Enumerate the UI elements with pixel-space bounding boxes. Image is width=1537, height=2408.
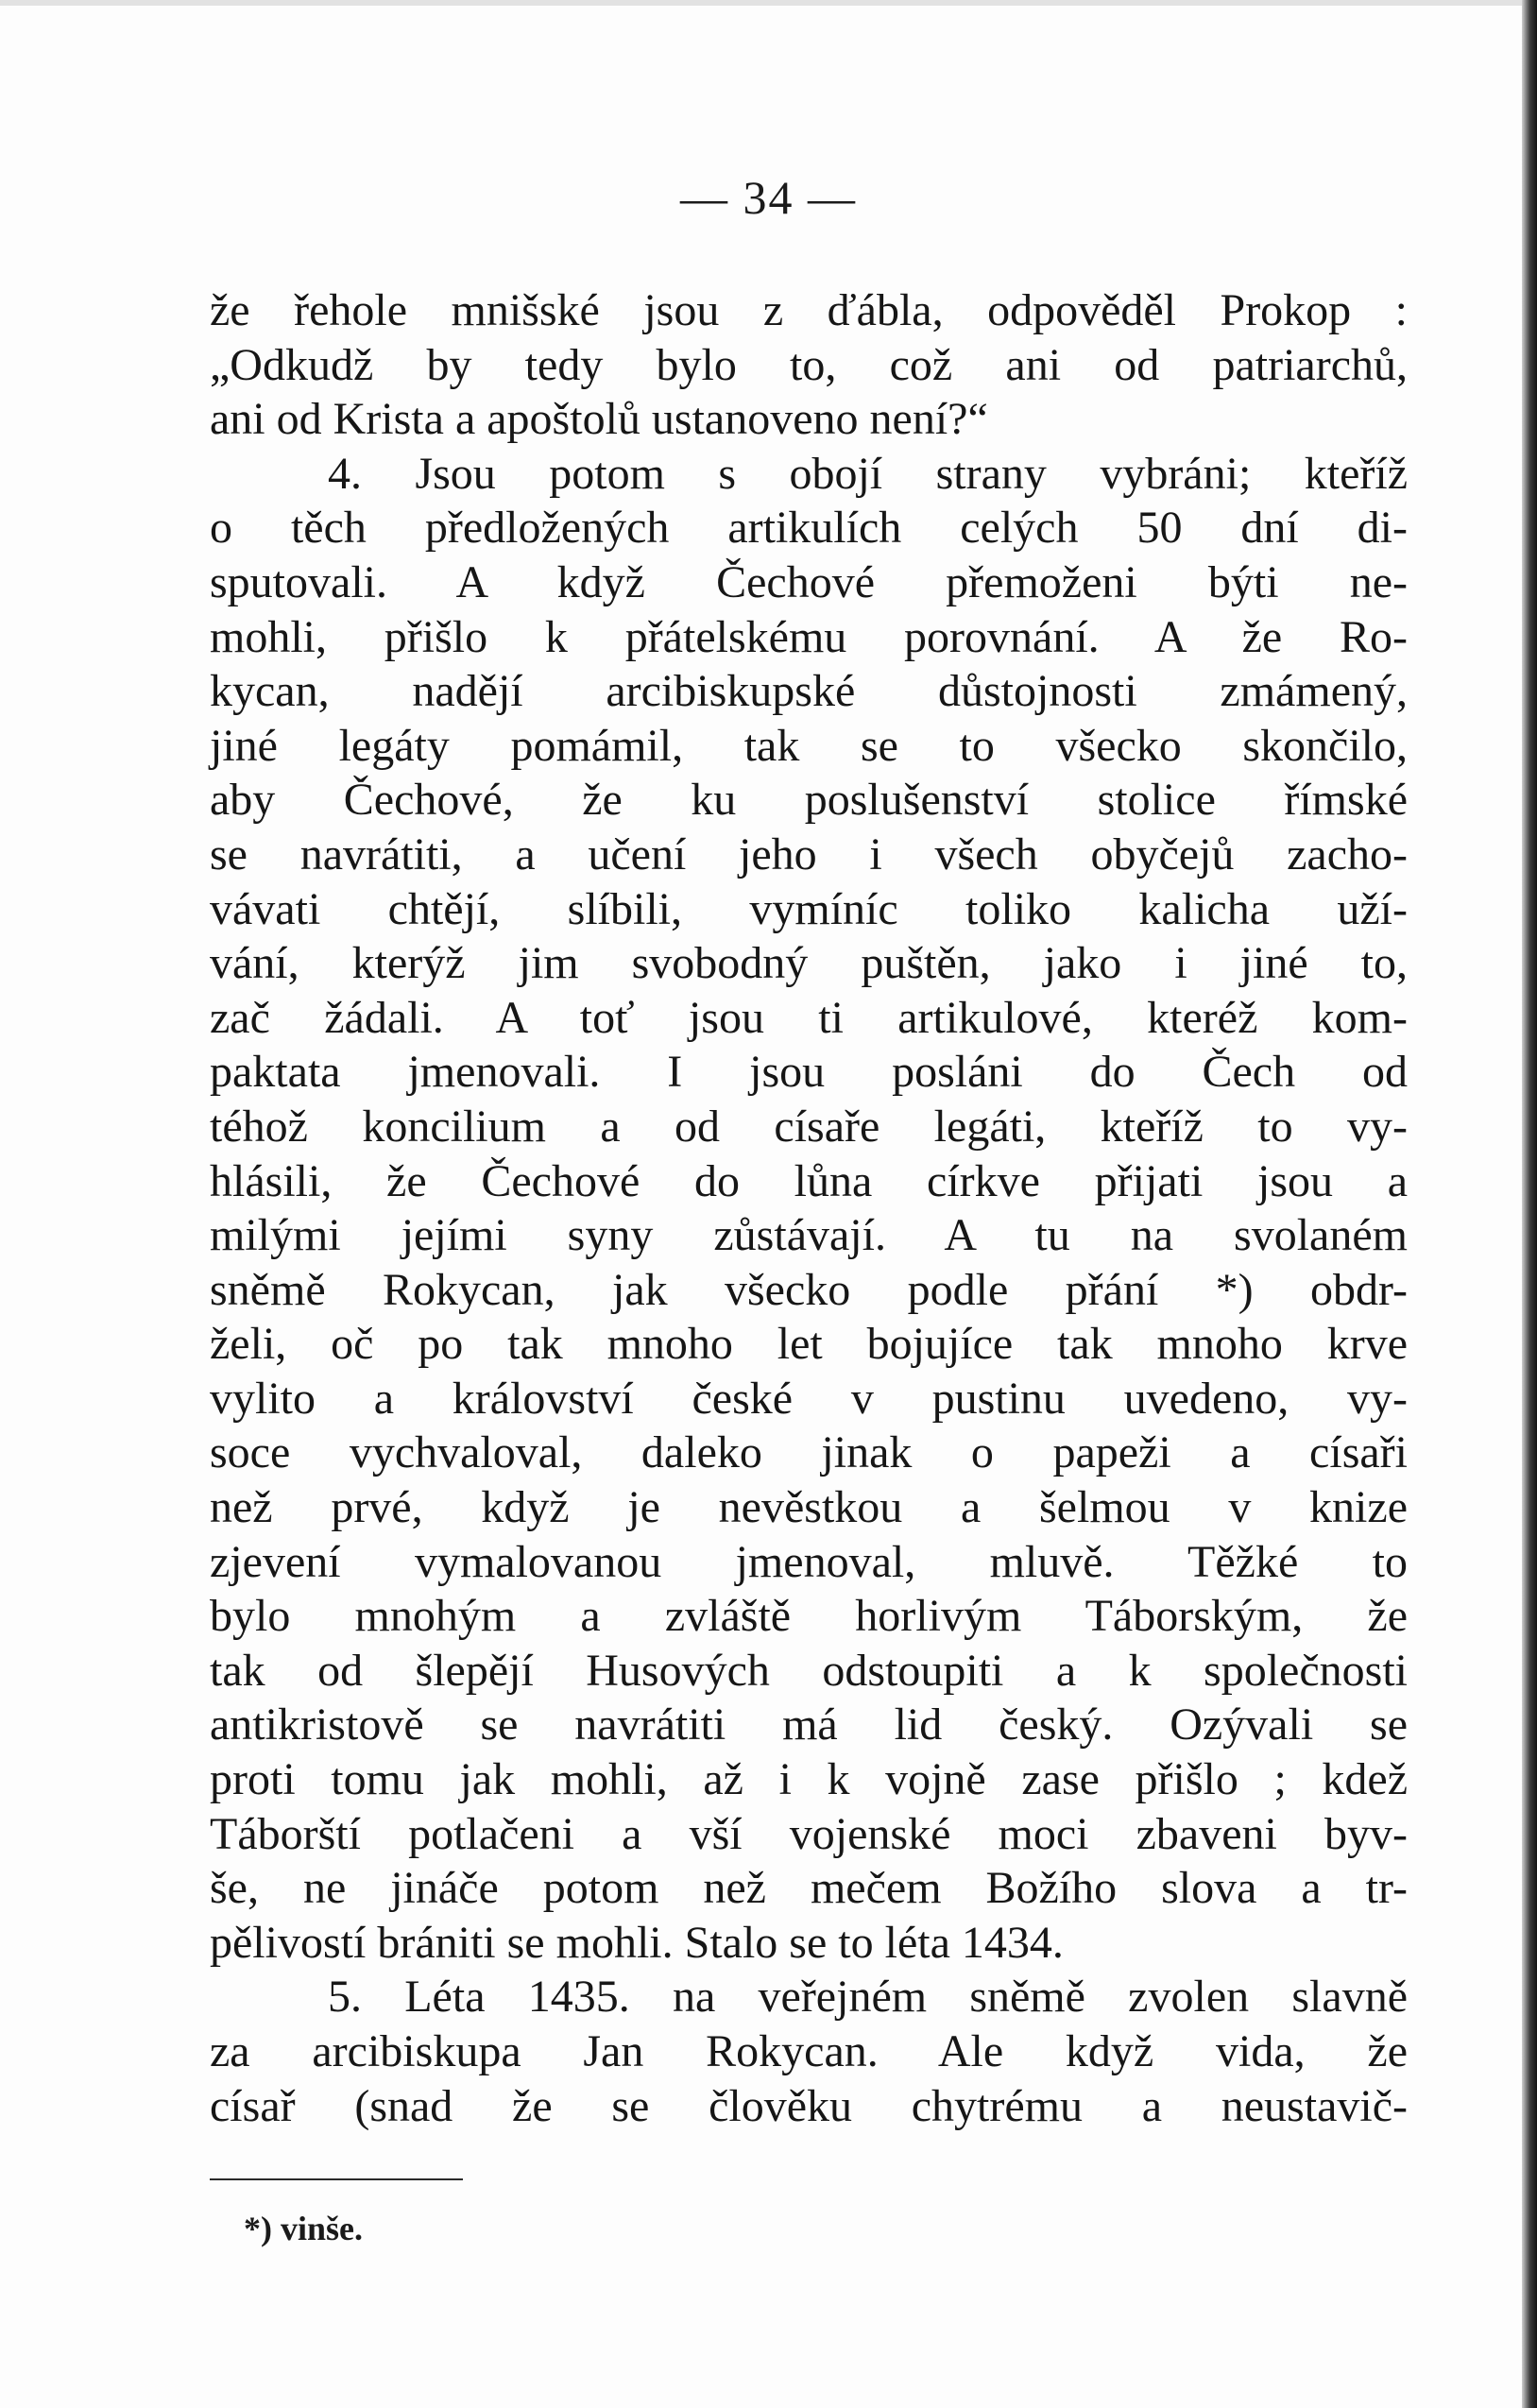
text-line: že řehole mnišské jsou z ďábla, odpověděl Prokop :: [210, 285, 1408, 335]
text-line: hlásili, že Čechové do lůna církve přijati jsou a: [210, 1155, 1408, 1206]
text-line: kycan, nadějí arcibiskupské důstojnosti zmámený,: [210, 666, 1408, 717]
text-line: tak od šlepějí Husových odstoupiti a k společnosti: [210, 1645, 1408, 1696]
text-line: milými jejími syny zůstávají. A tu na svolaném: [210, 1210, 1408, 1261]
text-line: „Odkudž by tedy bylo to, což ani od patriarchů,: [210, 339, 1408, 390]
text-line: o těch předložených artikulích celých 50 dní di-: [210, 503, 1408, 554]
text-line: se navrátiti, a učení jeho i všech obyčejů zacho-: [210, 828, 1408, 880]
text-line: zač žádali. A toť jsou ti artikulové, kteréž kom-: [210, 992, 1408, 1043]
text-line: téhož koncilium a od císaře legáti, kteříž to vy-: [210, 1101, 1408, 1152]
text-line: pělivostí brániti se mohli. Stalo se to léta 1434.: [210, 1917, 1064, 1968]
footnote-divider: [210, 2178, 463, 2180]
text-line: mohli, přišlo k přátelskému porovnání. A že Ro-: [210, 611, 1408, 662]
text-line: než prvé, když je nevěstkou a šelmou v knize: [210, 1482, 1408, 1533]
text-line: želi, oč po tak mnoho let bojujíce tak mnoho krve: [210, 1319, 1408, 1370]
text-line: 4. Jsou potom s obojí strany vybráni; kteříž: [328, 448, 1408, 499]
text-line: aby Čechové, že ku poslušenství stolice římské: [210, 775, 1408, 826]
text-line: sněmě Rokycan, jak všecko podle přání *) obdr-: [210, 1264, 1408, 1315]
footnote: *) vinše.: [244, 2210, 363, 2247]
page-number: — 34 —: [680, 171, 857, 224]
page-top-edge: [0, 0, 1537, 6]
text-line: Táborští potlačeni a vší vojenské moci zbaveni byv-: [210, 1808, 1408, 1859]
text-line: 5. Léta 1435. na veřejném sněmě zvolen slavně: [328, 1972, 1408, 2023]
text-line: za arcibiskupa Jan Rokycan. Ale když vida, že: [210, 2026, 1408, 2076]
text-line: sputovali. A když Čechové přemoženi býti ne-: [210, 556, 1408, 607]
text-line: ani od Krista a apoštolů ustanoveno není?“: [210, 394, 988, 445]
body-text: [210, 283, 1408, 2133]
text-line: proti tomu jak mohli, až i k vojně zase přišlo ; kdež: [210, 1754, 1408, 1805]
text-line: bylo mnohým a zvláště horlivým Táborským, že: [210, 1591, 1408, 1642]
text-line: vylito a království české v pustinu uvedeno, vy-: [210, 1373, 1408, 1424]
text-line: paktata jmenovali. I jsou posláni do Čech od: [210, 1047, 1408, 1098]
text-line: še, ne jináče potom než mečem Božího slova a tr-: [210, 1863, 1408, 1914]
text-line: císař (snad že se člověku chytrému a neustavič-: [210, 2080, 1408, 2131]
text-line: zjevení vymalovanou jmenoval, mluvě. Těžké to: [210, 1536, 1408, 1587]
page-right-edge: [1522, 0, 1537, 2408]
text-line: jiné legáty pomámil, tak se to všecko skončilo,: [210, 720, 1408, 771]
text-line: vávati chtějí, slíbili, vymíníc toliko kalicha uží-: [210, 883, 1408, 934]
text-line: vání, kterýž jim svobodný puštěn, jako i jiné to,: [210, 938, 1408, 989]
text-line: soce vychvaloval, daleko jinak o papeži a císaři: [210, 1427, 1408, 1478]
text-line: antikristově se navrátiti má lid český. Ozývali se: [210, 1699, 1408, 1750]
